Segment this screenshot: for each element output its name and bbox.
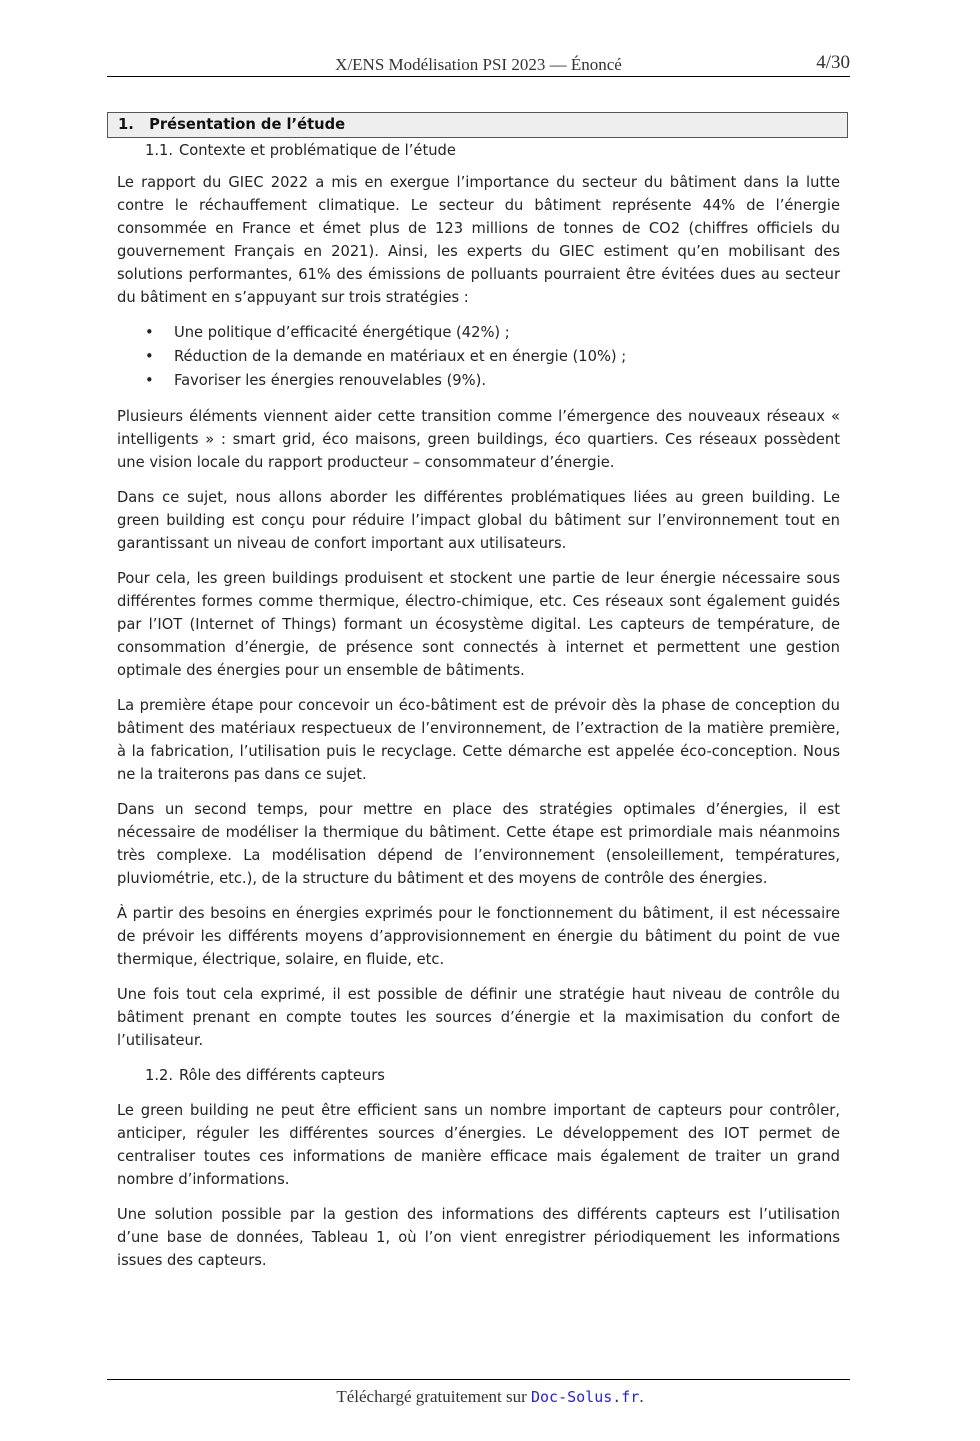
document-title: X/ENS Modélisation PSI 2023 — Énoncé — [335, 55, 622, 74]
subsection-title: Rôle des différents capteurs — [179, 1067, 385, 1084]
paragraph: Pour cela, les green buildings produisent et stockent une partie de leur énergie nécessaire sous différentes formes comme thermique, électro-chimique, etc. Ces réseaux sont également guidés par l’IOT (Internet of Things) formant un écosystème digital. Les capteurs de température, de consommation d’énergie, de présence sont connectés à internet et permettent une gestion optimale des énergies pour un ensemble de bâtiments. — [117, 570, 840, 679]
paragraph: Dans ce sujet, nous allons aborder les différentes problématiques liées au green building. Le green building est conçu pour réduire l’impact global du bâtiment sur l’environnement tout en garantissant un niveau de confort important aux utilisateurs. — [117, 489, 840, 552]
paragraph: Plusieurs éléments viennent aider cette transition comme l’émergence des nouveaux réseaux « intelligents » : smart grid, éco maisons, green buildings, éco quartiers. Ces réseaux possèdent une vision locale du rapport producteur – consommateur d’énergie. — [117, 408, 840, 471]
paragraph: Le green building ne peut être efficient sans un nombre important de capteurs pour contrôler, anticiper, réguler les différentes sources d’énergies. Le développement des IOT permet de centraliser toutes ces informations de manière efficace mais également de traiter un grand nombre d’informations. — [117, 1102, 840, 1188]
section-title: Présentation de l’étude — [149, 116, 346, 133]
page-footer — [0, 1387, 980, 1407]
paragraph: La première étape pour concevoir un éco-bâtiment est de prévoir dès la phase de conception du bâtiment des matériaux respectueux de l’environnement, de l’extraction de la matière première, à la fabrication, l’utilisation puis le recyclage. Cette démarche est appelée éco-conception. Nous ne la traiterons pas dans ce sujet. — [117, 697, 840, 783]
footer-text: Téléchargé gratuitement sur — [336, 1387, 527, 1406]
paragraph: Une solution possible par la gestion des informations des différents capteurs est l’utilisation d’une base de données, Tableau 1, où l’on vient enregistrer périodiquement les informations issues des capteurs. — [117, 1206, 840, 1269]
subsection-heading-2 — [145, 1064, 840, 1087]
bullet-icon: • — [145, 348, 154, 365]
footer-link[interactable]: Doc-Solus.fr — [531, 1388, 640, 1406]
list-item-text: Réduction de la demande en matériaux et en énergie (10%) ; — [174, 348, 627, 365]
paragraph: Dans un second temps, pour mettre en place des stratégies optimales d’énergies, il est nécessaire de modéliser la thermique du bâtiment. Cette étape est primordiale mais néanmoins très complexe. La modélisation dépend de l’environnement (ensoleillement, températures, pluviométrie, etc.), de la structure du bâtiment et des moyens de contrôle des énergies. — [117, 801, 840, 887]
paragraph: Une fois tout cela exprimé, il est possible de définir une stratégie haut niveau de contrôle du bâtiment prenant en compte toutes les sources d’énergie et la maximisation du confort de l’utilisateur. — [117, 986, 840, 1049]
strategy-list — [117, 321, 840, 393]
footer-end: . — [639, 1387, 644, 1406]
subsection-number: 1.2. — [145, 1067, 174, 1084]
subsection-number: 1.1. — [145, 142, 174, 159]
list-item-text: Une politique d’efficacité énergétique (42%) ; — [174, 324, 510, 341]
footer-divider — [107, 1379, 850, 1380]
paragraph: Le rapport du GIEC 2022 a mis en exergue l’importance du secteur du bâtiment dans la lutte contre le réchauffement climatique. Le secteur du bâtiment représente 44% de l’énergie consommée en France et émet plus de 123 millions de tonnes de CO2 (chiffres officiels du gouvernement Français en 2021). Ainsi, les experts du GIEC estiment qu’en mobilisant des solutions performantes, 61% des émissions de polluants pourraient être évitées dues au secteur du bâtiment en s’appuyant sur trois stratégies : — [117, 174, 840, 306]
list-item-text: Favoriser les énergies renouvelables (9%). — [174, 372, 487, 389]
page-number: 4/30 — [816, 52, 850, 73]
list-item — [117, 345, 840, 369]
document-body — [117, 112, 840, 1272]
bullet-icon: • — [145, 324, 154, 341]
section-heading — [107, 112, 848, 138]
list-item — [117, 369, 840, 393]
section-number: 1. — [118, 116, 134, 133]
paragraph: À partir des besoins en énergies exprimés pour le fonctionnement du bâtiment, il est nécessaire de prévoir les différents moyens d’approvisionnement en énergie du bâtiment du point de vue thermique, électrique, solaire, en fluide, etc. — [117, 905, 840, 968]
list-item — [117, 321, 840, 345]
bullet-icon: • — [145, 372, 154, 389]
subsection-title: Contexte et problématique de l’étude — [179, 142, 456, 159]
page-header — [107, 52, 850, 77]
subsection-heading-1 — [145, 139, 840, 162]
